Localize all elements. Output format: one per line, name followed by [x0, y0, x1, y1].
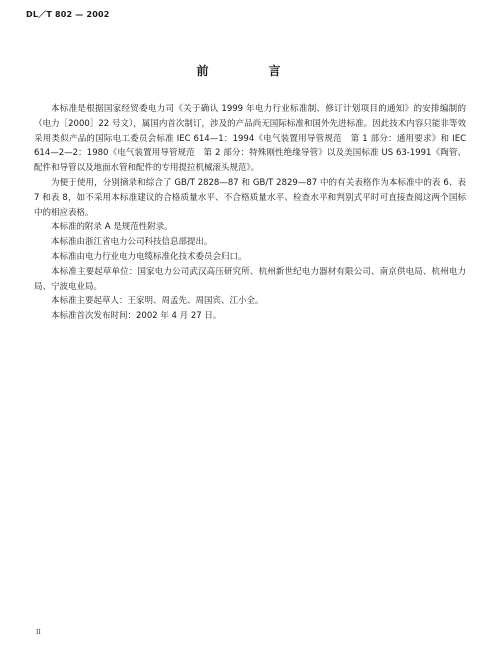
page-number: II — [36, 629, 41, 636]
paragraph-drafters: 本标准主要起草人：王家明、周孟先、周国宾、江小全。 — [51, 296, 264, 307]
paragraph-proposer: 本标准由浙江省电力公司科技信息部提出。 — [51, 237, 213, 248]
paragraph-usage: 为便于使用，分别摘录和综合了 GB/T 2828—87 和 GB/T 2829—87 中的有关表格作为本标准中的表 6、表 7 和表 8，如不采用本标准建议的合格质量水平、不合格质量水平、检查水平和判别式平时可直接查阅这两个国标中的相应表格。 — [34, 177, 466, 218]
paragraph-background: 本标准是根据国家经贸委电力司《关于确认 1999 年电力行业标准制、修订计划项目的通知》的安排编制的（电力［2000］22 号文），属国内首次制订，涉及的产品尚无国际标准和国外先进标准。因此技术内容只能非等效采用类似产品的国际电工委员会标准 IEC 614—1：1994《电气装置用导管规范 第 1 部分：通用要求》和 IEC 614—2—2：1980《电气装置用导管规范 第 2 部分：特殊刚性绝缘导管》以及美国标准 US 63-1991《陶管、配件和导管以及地面水管和配件的专用提拉机械滚头规范》。 — [34, 104, 466, 174]
paragraph-centralized: 本标准由电力行业电力电缆标准化技术委员会归口。 — [51, 251, 247, 262]
paragraph-drafting-units: 本标准主要起草单位：国家电力公司武汉高压研究所、杭州新世纪电力器材有限公司、南京供电局、杭州电力局、宁波电业局。 — [34, 266, 466, 292]
standard-code-header: DL／T 802 — 2002 — [26, 10, 110, 19]
foreword-body — [34, 102, 466, 324]
paragraph-release-date: 本标准首次发布时间：2002 年 4 月 27 日。 — [51, 311, 222, 322]
paragraph-appendix: 本标准的附录 A 是规范性附录。 — [51, 222, 173, 233]
page-title: 前 言 — [196, 64, 305, 78]
